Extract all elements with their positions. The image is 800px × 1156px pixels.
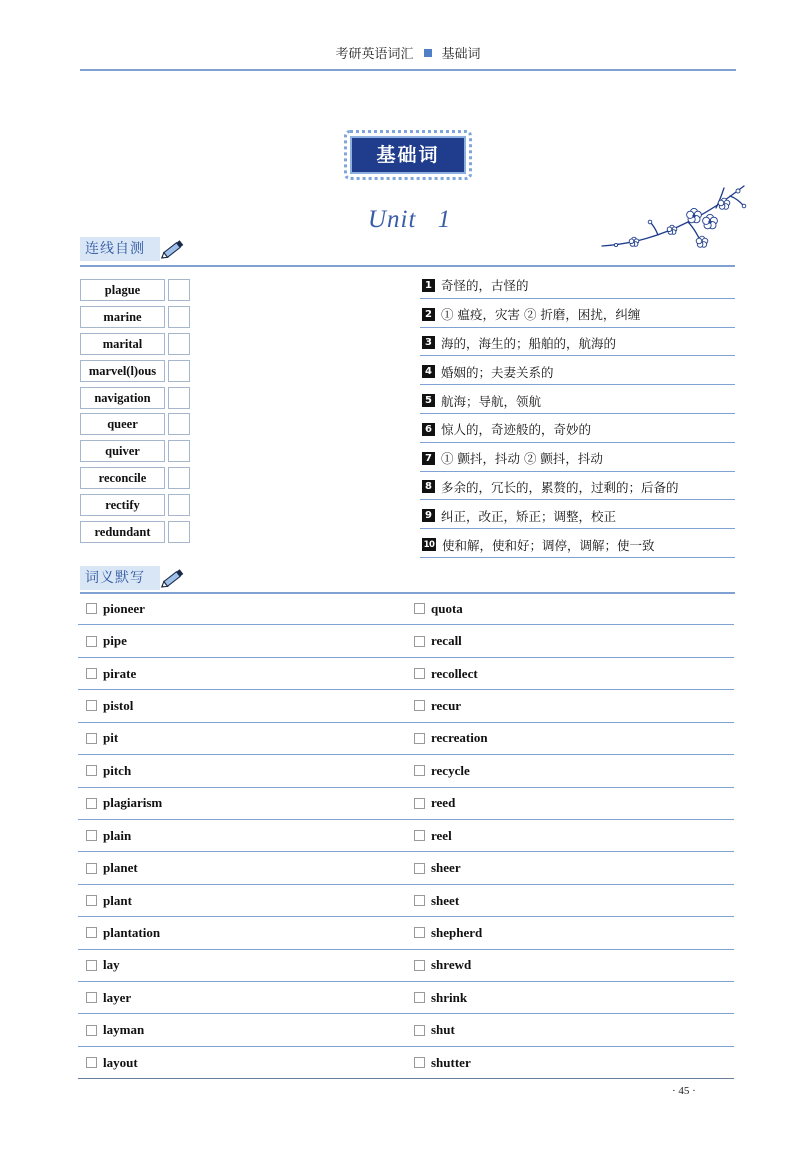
dictation-word: lay	[103, 957, 120, 973]
definition-row	[420, 472, 735, 501]
answer-box	[168, 521, 190, 543]
pencil-icon	[158, 567, 186, 591]
checkbox-square	[414, 927, 425, 938]
checkbox-square	[86, 603, 97, 614]
answer-box	[168, 467, 190, 489]
match-word-row	[80, 333, 192, 360]
dictation-cell-left	[78, 820, 406, 851]
match-word-row	[80, 306, 192, 333]
dictation-word: quota	[431, 600, 463, 616]
checkbox-square	[414, 603, 425, 614]
dictation-word: shrink	[431, 989, 468, 1005]
dictation-word: sheet	[431, 892, 460, 908]
dictation-cell-left	[78, 690, 406, 721]
dictation-cell-left	[78, 723, 406, 754]
definition-row	[420, 443, 735, 472]
checkbox-square	[414, 960, 425, 971]
dictation-word: pioneer	[103, 600, 145, 616]
dictation-heading	[80, 566, 190, 591]
matching-heading-rule	[80, 265, 735, 267]
dictation-cell-left	[78, 885, 406, 916]
checkbox-square	[86, 798, 97, 809]
dictation-word: layer	[103, 989, 132, 1005]
checkbox-square	[86, 765, 97, 776]
dictation-cell-left	[78, 1047, 406, 1078]
dictation-row	[78, 982, 734, 1014]
checkbox-square	[414, 798, 425, 809]
dictation-row	[78, 723, 734, 755]
dictation-cell-left	[78, 1014, 406, 1045]
dictation-word: shutter	[431, 1054, 471, 1070]
definition-text: 航海；导航，领航	[441, 393, 542, 409]
dictation-word: pipe	[103, 633, 127, 649]
match-word: redundant	[80, 521, 165, 543]
dictation-cell-right	[406, 950, 734, 981]
match-word-row	[80, 494, 192, 521]
dictation-cell-left	[78, 755, 406, 786]
dictation-row	[78, 658, 734, 690]
dictation-cell-left	[78, 625, 406, 656]
match-word: marital	[80, 333, 165, 355]
checkbox-square	[414, 895, 425, 906]
dictation-cell-right	[406, 625, 734, 656]
answer-box	[168, 387, 190, 409]
dictation-cell-left	[78, 950, 406, 981]
dictation-row	[78, 625, 734, 657]
dictation-word: shepherd	[431, 924, 483, 940]
dictation-row	[78, 885, 734, 917]
definition-row	[420, 299, 735, 328]
dictation-word: planet	[103, 860, 138, 876]
match-word: queer	[80, 413, 165, 435]
dictation-row	[78, 1014, 734, 1046]
checkbox-square	[414, 1057, 425, 1068]
dictation-word: recall	[431, 633, 462, 649]
definition-number: 3	[422, 336, 435, 349]
definition-number: 5	[422, 394, 435, 407]
dictation-cell-right	[406, 982, 734, 1013]
dictation-word: plain	[103, 827, 132, 843]
dictation-cell-right	[406, 690, 734, 721]
definition-number: 1	[422, 279, 435, 292]
checkbox-square	[414, 992, 425, 1003]
dictation-word: recollect	[431, 665, 478, 681]
matching-definition-list	[420, 270, 735, 558]
checkbox-square	[86, 1057, 97, 1068]
dictation-word: shut	[431, 1022, 455, 1038]
match-word: plague	[80, 279, 165, 301]
header-rule	[80, 69, 736, 71]
checkbox-square	[86, 960, 97, 971]
match-word-row	[80, 467, 192, 494]
match-word: marvel(l)ous	[80, 360, 165, 382]
dictation-cell-right	[406, 658, 734, 689]
definition-number: 10	[423, 539, 435, 550]
match-word: quiver	[80, 440, 165, 462]
answer-box	[168, 413, 190, 435]
matching-heading	[80, 237, 190, 262]
checkbox-square	[86, 1025, 97, 1036]
dictation-row	[78, 917, 734, 949]
match-word-row	[80, 360, 192, 387]
dictation-cell-left	[78, 982, 406, 1013]
checkbox-square	[86, 700, 97, 711]
dictation-row	[78, 755, 734, 787]
dictation-heading-label: 词义默写	[80, 566, 160, 590]
checkbox-square	[414, 830, 425, 841]
match-word-row	[80, 387, 192, 414]
running-head	[80, 46, 736, 64]
dictation-cell-right	[406, 788, 734, 819]
answer-box	[168, 279, 190, 301]
answer-box	[168, 440, 190, 462]
match-word-row	[80, 279, 192, 306]
plum-blossom-branch-icon	[598, 182, 748, 254]
definition-text: 海的，海生的；船舶的，航海的	[441, 335, 617, 351]
book-title: 考研英语词汇	[335, 47, 414, 62]
definition-text: 奇怪的，古怪的	[441, 278, 529, 294]
checkbox-square	[414, 765, 425, 776]
checkbox-square	[86, 830, 97, 841]
match-word: navigation	[80, 387, 165, 409]
dictation-cell-right	[406, 593, 734, 624]
checkbox-square	[414, 863, 425, 874]
dictation-word: recycle	[431, 762, 470, 778]
matching-heading-label: 连线自测	[80, 237, 160, 261]
definition-row	[420, 385, 735, 414]
dictation-word: reed	[431, 795, 456, 811]
dictation-cell-right	[406, 917, 734, 948]
definition-text: 多余的，冗长的，累赘的，过剩的；后备的	[441, 479, 679, 495]
definition-row	[420, 270, 735, 299]
definition-text: 使和解，使和好；调停，调解；使一致	[442, 537, 655, 553]
checkbox-square	[414, 636, 425, 647]
definition-text: ① 瘟疫，灾害 ② 折磨，困扰，纠缠	[441, 307, 641, 323]
dictation-word: recreation	[431, 730, 488, 746]
dictation-word: sheer	[431, 860, 461, 876]
answer-box	[168, 494, 190, 516]
dictation-row	[78, 690, 734, 722]
definition-text: 婚姻的；夫妻关系的	[441, 364, 554, 380]
dictation-word: shrewd	[431, 957, 472, 973]
dictation-cell-right	[406, 1014, 734, 1045]
banner-frame	[344, 130, 472, 180]
checkbox-square	[414, 668, 425, 679]
dictation-cell-right	[406, 852, 734, 883]
match-word: rectify	[80, 494, 165, 516]
definition-number: 4	[422, 365, 435, 378]
checkbox-square	[414, 700, 425, 711]
definition-row	[420, 414, 735, 443]
dictation-row	[78, 820, 734, 852]
definition-text: 惊人的，奇迹般的，奇妙的	[441, 422, 592, 438]
answer-box	[168, 360, 190, 382]
matching-word-list	[80, 279, 192, 548]
dictation-word: pirate	[103, 665, 137, 681]
dictation-word: reel	[431, 827, 452, 843]
definition-number: 6	[422, 423, 435, 436]
dictation-word: plantation	[103, 924, 161, 940]
dictation-word-grid	[78, 593, 734, 1079]
dictation-word: pit	[103, 730, 119, 746]
checkbox-square	[414, 1025, 425, 1036]
banner-title: 基础词	[350, 136, 466, 174]
dictation-row	[78, 852, 734, 884]
dictation-word: recur	[431, 697, 462, 713]
dictation-row	[78, 593, 734, 625]
definition-row	[420, 356, 735, 385]
dictation-cell-right	[406, 885, 734, 916]
match-word-row	[80, 413, 192, 440]
definition-number: 7	[422, 452, 435, 465]
checkbox-square	[86, 927, 97, 938]
section-title: 基础词	[441, 47, 481, 62]
match-word-row	[80, 521, 192, 548]
dictation-word: plant	[103, 892, 132, 908]
dictation-row	[78, 788, 734, 820]
dictation-word: plagiarism	[103, 795, 163, 811]
definition-text: ① 颤抖，抖动 ② 颤抖，抖动	[441, 451, 603, 467]
dictation-word: layman	[103, 1022, 145, 1038]
definition-text: 纠正，改正，矫正；调整，校正	[441, 508, 617, 524]
checkbox-square	[86, 668, 97, 679]
dictation-cell-left	[78, 658, 406, 689]
match-word: reconcile	[80, 467, 165, 489]
answer-box	[168, 306, 190, 328]
answer-box	[168, 333, 190, 355]
dictation-row	[78, 950, 734, 982]
match-word-row	[80, 440, 192, 467]
page-number: · 45 ·	[672, 1085, 696, 1097]
pencil-icon	[158, 238, 186, 262]
checkbox-square	[414, 733, 425, 744]
definition-row	[420, 328, 735, 357]
dictation-word: pistol	[103, 697, 134, 713]
dictation-cell-right	[406, 755, 734, 786]
dictation-word: layout	[103, 1054, 138, 1070]
definition-number: 9	[422, 509, 435, 522]
match-word: marine	[80, 306, 165, 328]
checkbox-square	[86, 636, 97, 647]
checkbox-square	[86, 863, 97, 874]
dictation-cell-left	[78, 593, 406, 624]
definition-number: 8	[422, 480, 435, 493]
checkbox-square	[86, 992, 97, 1003]
definition-number: 2	[422, 308, 435, 321]
dictation-cell-right	[406, 723, 734, 754]
unit-title: Unit 1	[368, 206, 452, 233]
checkbox-square	[86, 895, 97, 906]
dictation-cell-right	[406, 1047, 734, 1078]
dictation-row	[78, 1047, 734, 1079]
dictation-cell-left	[78, 852, 406, 883]
definition-row	[420, 529, 735, 558]
dictation-word: pitch	[103, 762, 132, 778]
dictation-cell-left	[78, 917, 406, 948]
header-square-icon	[424, 49, 432, 57]
dictation-cell-left	[78, 788, 406, 819]
dictation-cell-right	[406, 820, 734, 851]
definition-row	[420, 500, 735, 529]
checkbox-square	[86, 733, 97, 744]
